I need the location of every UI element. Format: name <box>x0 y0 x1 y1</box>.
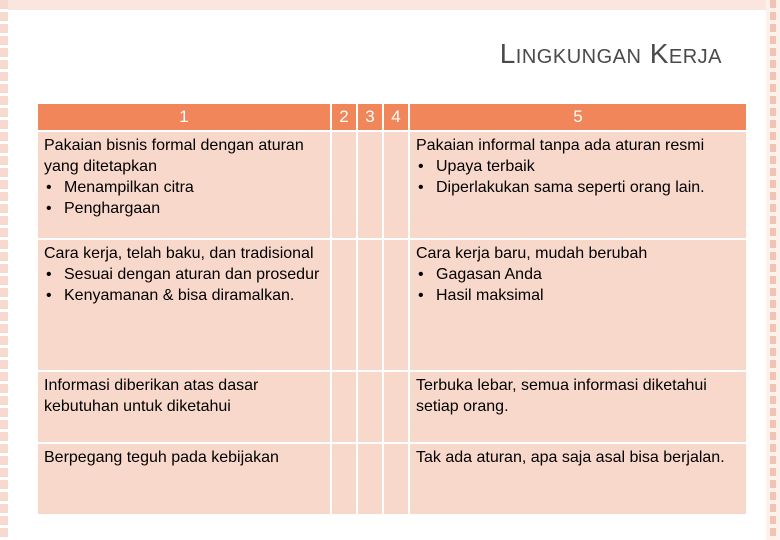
rating-cell-4 <box>384 240 408 370</box>
slide-top-border <box>8 0 766 10</box>
header-col-3: 3 <box>358 104 382 130</box>
right-cell <box>410 444 746 514</box>
left-cell <box>38 444 330 514</box>
table-row <box>38 240 746 370</box>
left-text: Cara kerja, telah baku, dan tradisional <box>44 245 314 262</box>
header-col-4: 4 <box>384 104 408 130</box>
left-bullet-list <box>44 264 324 306</box>
table-row <box>38 132 746 238</box>
rating-cell-3 <box>358 240 382 370</box>
rating-cell-4 <box>384 444 408 514</box>
slide-title: Lingkungan Kerja <box>499 38 722 69</box>
rating-cell-3 <box>358 132 382 238</box>
left-cell <box>38 240 330 370</box>
table-row <box>38 444 746 514</box>
bullet-item: • Diperlakukan sama seperti orang lain. <box>416 177 740 198</box>
bullet-item: • Sesuai dengan aturan dan prosedur <box>44 264 324 285</box>
header-col-2: 2 <box>332 104 356 130</box>
bullet-item: • Gagasan Anda <box>416 264 740 285</box>
table-header-row <box>38 104 746 130</box>
left-bullet-list <box>44 177 324 219</box>
bullet-item: • Upaya terbaik <box>416 156 740 177</box>
bullet-item: • Hasil maksimal <box>416 285 740 306</box>
right-text: Tak ada aturan, apa saja asal bisa berjalan. <box>416 449 725 466</box>
left-text: Berpegang teguh pada kebijakan <box>44 449 279 466</box>
rating-cell-2 <box>332 240 356 370</box>
left-text: Informasi diberikan atas dasar kebutuhan untuk diketahui <box>44 377 259 415</box>
left-text: Pakaian bisnis formal dengan aturan yang ditetapkan <box>44 137 304 175</box>
rating-cell-4 <box>384 132 408 238</box>
rating-cell-3 <box>358 444 382 514</box>
right-bullet-list <box>416 264 740 306</box>
rating-cell-2 <box>332 132 356 238</box>
rating-cell-3 <box>358 372 382 442</box>
right-cell <box>410 372 746 442</box>
bullet-item: • Penghargaan <box>44 198 324 219</box>
right-cell <box>410 240 746 370</box>
left-cell <box>38 372 330 442</box>
right-text: Pakaian informal tanpa ada aturan resmi <box>416 137 705 154</box>
table-row <box>38 372 746 442</box>
bullet-item: • Kenyamanan & bisa diramalkan. <box>44 285 324 306</box>
slide-right-border <box>766 0 780 540</box>
rating-cell-4 <box>384 372 408 442</box>
header-col-5: 5 <box>410 104 746 130</box>
comparison-table <box>36 102 748 516</box>
rating-cell-2 <box>332 444 356 514</box>
slide-right-dots <box>770 0 776 540</box>
rating-cell-2 <box>332 372 356 442</box>
left-cell <box>38 132 330 238</box>
right-bullet-list <box>416 156 740 198</box>
right-cell <box>410 132 746 238</box>
right-text: Terbuka lebar, semua informasi diketahui setiap orang. <box>416 377 707 415</box>
bullet-item: • Menampilkan citra <box>44 177 324 198</box>
slide-left-border <box>0 0 8 540</box>
right-text: Cara kerja baru, mudah berubah <box>416 245 648 262</box>
header-col-1: 1 <box>38 104 330 130</box>
